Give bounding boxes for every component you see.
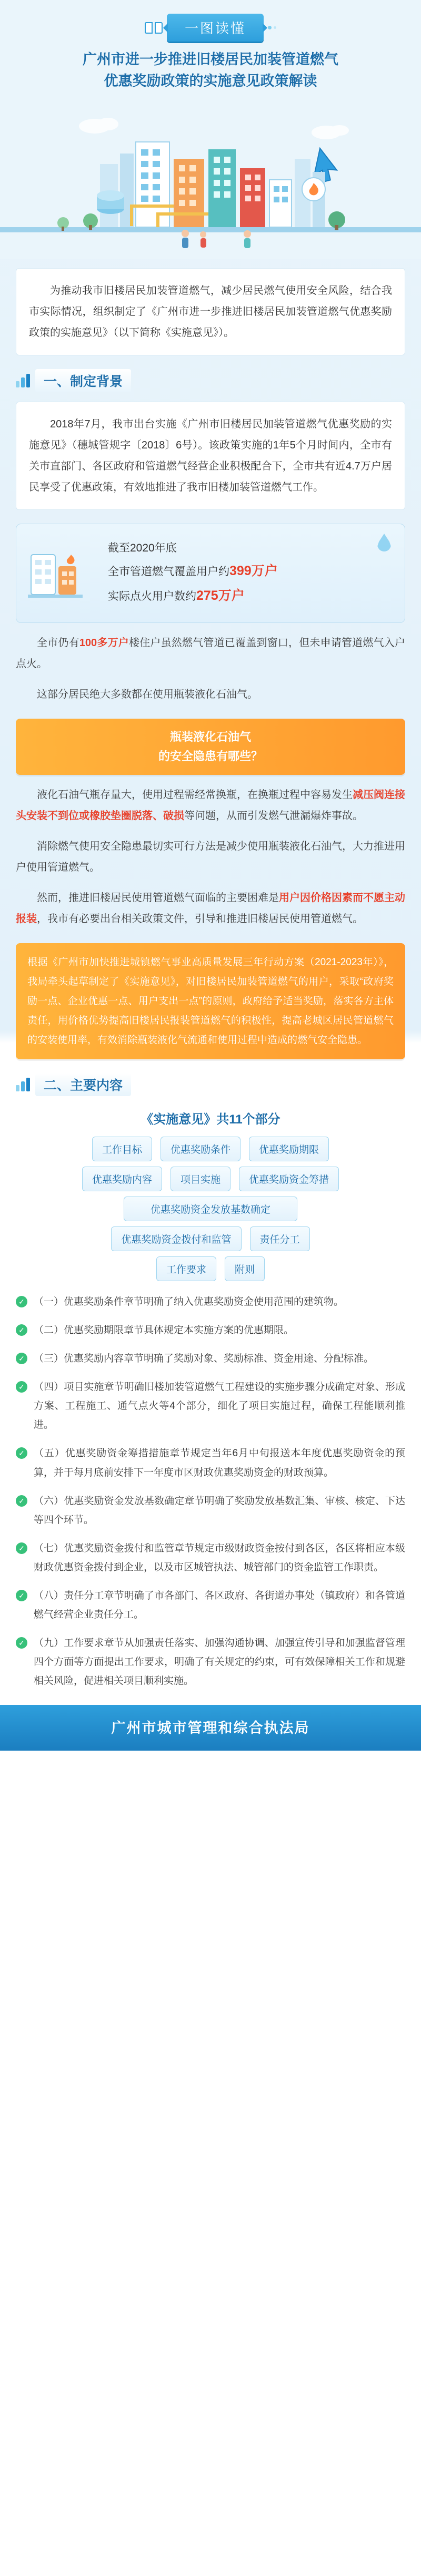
list-item-text: （七）优惠奖励资金拨付和监管章节规定市级财政资金按付到各区，各区将相应本级财政优惠资金拨付到企业，以及市区城管执法、城管部门的资金监管工作职责。	[34, 1542, 405, 1573]
list-item-text: （三）优惠奖励内容章节明确了奖励对象、奖励标准、资金用途、分配标准。	[34, 1353, 374, 1365]
list-item-text: （六）优惠奖励资金发放基数确定章节明确了奖励发放基数汇集、审核、核定、下达等四个环节。	[34, 1495, 405, 1526]
parts-pill-grid-row2	[16, 1167, 405, 1191]
list-item-text: （二）优惠奖励期限章节具体规定本实施方案的优惠期限。	[34, 1325, 294, 1336]
section-1-paragraph-3: 这部分居民绝大多数都在使用瓶装液化石油气。	[37, 688, 258, 700]
risk-p3-prefix: 然而，推进旧楼居民使用管道燃气面临的主要困难是	[37, 892, 279, 904]
list-item-text: （四）项目实施章节明确旧楼加装管道燃气工程建设的实施步骤分成确定对象、形成方案、工程施工、通气点火等4个部分，细化了项目实施过程，确保工程能顺利推进。	[34, 1382, 405, 1431]
water-drop-icon	[377, 534, 391, 551]
check-icon: ✓	[16, 1381, 27, 1393]
list-item	[16, 1293, 405, 1312]
section-2-item-list	[16, 1293, 405, 1691]
part-pill[interactable]: 责任分工	[250, 1226, 310, 1251]
p2-highlight: 100多万户	[79, 637, 129, 649]
section-1-label: 一、制定背景	[35, 369, 131, 392]
list-item	[16, 1321, 405, 1340]
section-2-label: 二、主要内容	[35, 1073, 131, 1096]
section-2-heading	[16, 1073, 405, 1096]
p2-suffix: 楼住户虽然燃气管道已覆盖到窗口，但未申请管道燃气入户点火。	[16, 637, 406, 670]
list-item	[16, 1492, 405, 1530]
list-item-text: （五）优惠奖励资金筹措措施章节规定当年6月中旬报送本年度优惠奖励资金的预算，并于每月底前安排下一年度市区财政优惠奖励资金的财政预算。	[34, 1448, 405, 1478]
part-pill[interactable]: 优惠奖励资金筹措	[239, 1167, 339, 1191]
list-item	[16, 1539, 405, 1577]
parts-pill-grid-row5	[16, 1256, 405, 1281]
list-item	[16, 1634, 405, 1691]
check-icon: ✓	[16, 1353, 27, 1364]
risk-paragraph-1	[16, 784, 405, 826]
stat-coverage-label: 全市管道燃气覆盖用户约	[108, 565, 229, 578]
part-pill[interactable]: 工作目标	[92, 1137, 152, 1161]
section-1-heading	[16, 369, 405, 392]
page-title-line2: 优惠奖励政策的实施意见政策解读	[104, 73, 317, 89]
part-pill[interactable]: 优惠奖励内容	[82, 1167, 162, 1191]
stat-coverage-value: 399万户	[229, 563, 278, 578]
page-title	[21, 49, 400, 91]
list-item	[16, 1378, 405, 1435]
stat-line-date: 截至2020年底	[108, 542, 177, 554]
risk-p3-highlight: 用户因价格因素而不愿主动报装	[16, 892, 405, 925]
section-1-paragraph-1: 2018年7月，我市出台实施《广州市旧楼居民加装管道燃气优惠奖励的实施意见》（穗城管规字〔2018〕6号）。该政策实施的1年5个月时间内，全市有关市直部门、各区政府和管道燃气经营企业积极配合下，全市共有近4.7万户居民享受了优惠政策，有效地推进了我市旧楼加装管道燃气工作。	[16, 402, 405, 510]
risk-paragraph-2: 消除燃气使用安全隐患最切实可行方法是减少使用瓶装液化石油气，大力推进用户使用管道燃气。	[16, 840, 405, 873]
bars-icon	[16, 374, 30, 387]
check-icon: ✓	[16, 1542, 27, 1554]
stat-illustration	[26, 545, 89, 606]
risk-p1-suffix: 等问题，从而引发燃气泄漏爆炸事故。	[184, 810, 363, 822]
statistics-rows	[108, 538, 392, 609]
list-item	[16, 1444, 405, 1482]
parts-pill-grid	[16, 1137, 405, 1161]
risk-paragraph-3	[16, 887, 405, 929]
bars-icon-2	[16, 1078, 30, 1091]
hero-illustration	[0, 101, 421, 259]
risk-p1-prefix: 液化石油气瓶存量大，使用过程需经常换瓶，在换瓶过程中容易发生	[37, 789, 353, 801]
part-pill[interactable]: 附则	[225, 1256, 265, 1281]
page-content	[0, 268, 421, 1691]
statistics-card	[16, 524, 405, 623]
intro-paragraph: 为推动我市旧楼居民加装管道燃气，减少居民燃气使用安全风险，结合我市实际情况，组织制定了《广州市进一步推进旧楼居民加装管道燃气优惠奖励政策的实施意见》（以下简称《实施意见》）。	[16, 268, 405, 355]
p2-prefix: 全市仍有	[37, 637, 79, 649]
part-pill[interactable]: 优惠奖励期限	[249, 1137, 329, 1161]
check-icon: ✓	[16, 1590, 27, 1601]
check-icon: ✓	[16, 1447, 27, 1459]
parts-pill-grid-row4	[16, 1226, 405, 1251]
risk-banner-line2: 的安全隐患有哪些？	[158, 750, 263, 763]
stat-ignition-label: 实际点火用户数约	[108, 590, 196, 603]
list-item	[16, 1587, 405, 1624]
risk-banner-line1: 瓶装液化石油气	[169, 730, 251, 743]
section-2-subtitle: 《实施意见》共11个部分	[141, 1112, 280, 1127]
section-1-paragraph-2	[16, 632, 405, 674]
stat-ignition-value: 275万户	[196, 588, 245, 604]
part-pill[interactable]: 工作要求	[156, 1256, 216, 1281]
ribbon-label: 一图读懂	[167, 14, 264, 42]
check-icon: ✓	[16, 1637, 27, 1649]
risk-p3-suffix: ，我市有必要出台相关政策文件，引导和推进旧楼居民使用管道燃气。	[37, 913, 363, 925]
policy-principle-banner: 根据《广州市加快推进城镇燃气事业高质量发展三年行动方案（2021-2023年）》，我局牵头起草制定了《实施意见》，对旧楼居民加装管道燃气的用户，采取“政府奖励一点、企业优惠一点、用户支出一点”的原则，政府给予适当奖励，落实各方主体责任，用价格优势提高旧楼居民报装管道燃气的积极性，提高老城区居民管道燃气的安装使用率，有效消除瓶装液化气流通和使用过程中造成的燃气安全隐患。	[16, 943, 405, 1059]
check-icon: ✓	[16, 1324, 27, 1336]
stat-line-ignition	[108, 584, 392, 609]
parts-pill-grid-row3	[16, 1197, 405, 1221]
list-item	[16, 1350, 405, 1368]
stat-line-coverage	[108, 559, 392, 584]
page-footer: 广州市城市管理和综合执法局	[0, 1705, 421, 1751]
risk-question-banner	[16, 719, 405, 775]
page-header	[0, 0, 421, 259]
part-pill[interactable]: 优惠奖励资金拨付和监管	[111, 1226, 241, 1251]
risk-p1-highlight: 减压阀连接头安装不到位或橡胶垫圈脱落、破损	[16, 789, 405, 822]
part-pill[interactable]: 项目实施	[171, 1167, 230, 1191]
page-title-line1: 广州市进一步推进旧楼居民加装管道燃气	[83, 52, 338, 67]
part-pill[interactable]: 优惠奖励资金发放基数确定	[124, 1197, 297, 1221]
check-icon: ✓	[16, 1495, 27, 1507]
check-icon: ✓	[16, 1296, 27, 1307]
list-item-text: （一）优惠奖励条件章节明确了纳入优惠奖励资金使用范围的建筑物。	[34, 1296, 344, 1307]
list-item-text: （八）责任分工章节明确了市各部门、各区政府、各街道办事处（镇政府）和各管道燃气经营企业责任分工。	[34, 1590, 405, 1621]
part-pill[interactable]: 优惠奖励条件	[161, 1137, 240, 1161]
ribbon-row	[0, 14, 421, 42]
list-item-text: （九）工作要求章节从加强责任落实、加强沟通协调、加强宣传引导和加强监督管理四个方面等方面提出工作要求，明确了有关规定的约束，可有效保障相关工作和规避相关风险，促进相关项目顺利实施。	[34, 1638, 405, 1687]
